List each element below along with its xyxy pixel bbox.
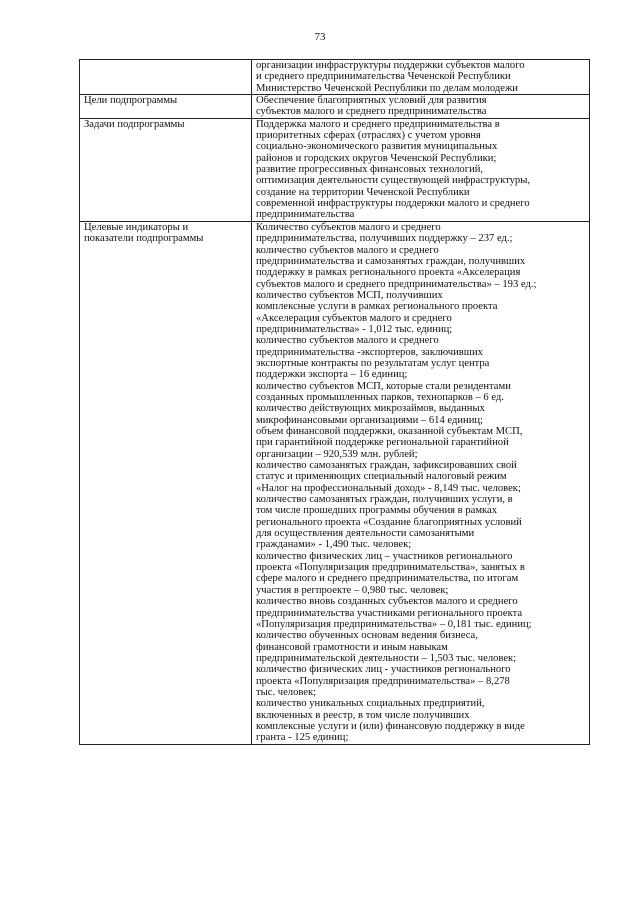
row-value-line: гражданами» - 1,490 тыс. человек;: [256, 539, 412, 551]
row-value-line: количество субъектов малого и среднего: [256, 335, 439, 347]
row-value-line: Количество субъектов малого и среднего: [256, 221, 441, 233]
table-row: [80, 60, 590, 95]
row-value-cell: [252, 60, 590, 95]
row-value-line: комплексные услуги и (или) финансовую поддержку в виде: [256, 720, 525, 732]
row-value-line: предпринимательства» - 1,012 тыс. единиц;: [256, 323, 453, 335]
row-value-line: «Налог на профессиональный доход» - 8,149 тыс. человек;: [256, 482, 521, 494]
row-value-line: количество вновь созданных субъектов малого и среднего: [256, 596, 518, 608]
table-row: [80, 95, 590, 119]
row-value-line: количество субъектов МСП, получивших: [256, 289, 443, 301]
row-value-line: количество самозанятых граждан, зафиксировавших свой: [256, 460, 517, 472]
row-value-line: количество субъектов малого и среднего: [256, 244, 439, 256]
row-value-line: регионального проекта «Создание благоприятных условий: [256, 516, 522, 528]
row-value-line: предпринимательства участниками регионального проекта: [256, 607, 523, 619]
row-label-line: показатели подпрограммы: [84, 233, 204, 245]
row-value-line: социально-экономического развития муниципальных: [256, 141, 498, 153]
row-value-line: «Акселерация субъектов малого и среднего: [256, 312, 452, 324]
row-value-line: количество обученных основам ведения бизнеса,: [256, 630, 478, 642]
row-value-line: «Популяризация предпринимательства» – 0,181 тыс. единиц;: [256, 618, 532, 630]
row-value-line: предпринимательства и самозанятых граждан, получивших: [256, 255, 526, 267]
row-value-line: объем финансовой поддержки, оказанной субъектам МСП,: [256, 426, 523, 437]
row-label-cell: [80, 221, 252, 744]
row-value-line: количество физических лиц – участников регионального: [256, 550, 513, 562]
row-value-line: гранта - 125 единиц;: [256, 732, 349, 744]
row-value-line: и среднего предпринимательства Чеченской Республики: [256, 71, 511, 83]
row-label-cell: [80, 95, 252, 119]
row-value-line: предпринимательства -экспортеров, заключивших: [256, 346, 483, 358]
table-row: [80, 221, 590, 744]
row-value-line: создание на территории Чеченской Республики: [256, 186, 470, 198]
row-value-line: включенных в реестр, в том числе получивших: [256, 709, 470, 721]
row-value-line: финансовой грамотности и иным навыкам: [256, 641, 448, 653]
row-value-line: проекта «Популяризация предпринимательства», занятых в: [256, 562, 525, 574]
row-value-line: предпринимательской деятельности – 1,503 тыс. человек;: [256, 652, 517, 664]
row-value-line: поддержку в рамках регионального проекта «Акселерация: [256, 267, 521, 279]
row-value-line: субъектов малого и среднего предпринимательства» – 193 ед.;: [256, 278, 537, 290]
table-row: [80, 118, 590, 221]
row-label-cell: [80, 118, 252, 221]
row-value-cell: [252, 221, 590, 744]
row-value-line: приоритетных сферах (отраслях) с учетом уровня: [256, 130, 481, 142]
row-value-line: созданных промышленных парков, технопарков – 6 ед.: [256, 391, 504, 403]
row-value-line: предпринимательства: [256, 209, 355, 221]
row-label-cell: [80, 60, 252, 95]
row-value-cell: [252, 118, 590, 221]
row-value-line: количество уникальных социальных предприятий,: [256, 698, 485, 710]
subprogram-passport-table: [79, 59, 590, 745]
row-label-line: Целевые индикаторы и: [84, 221, 189, 233]
row-value-line: проекта «Популяризация предпринимательства» – 8,278: [256, 675, 510, 687]
row-value-line: сфере малого и среднего предпринимательства, по итогам: [256, 573, 519, 585]
row-value-line: количество самозанятых граждан, получивших услуги, в: [256, 494, 513, 506]
row-value-line: при гарантийной поддержке региональной гарантийной: [256, 437, 509, 449]
row-value-line: тыс. человек;: [256, 686, 317, 698]
row-value-line: количество действующих микрозаймов, выданных: [256, 403, 485, 415]
row-value-line: участия в регпроекте – 0,980 тыс. человек;: [256, 584, 449, 596]
row-value-cell: [252, 95, 590, 119]
row-value-line: Поддержка малого и среднего предпринимательства в: [256, 118, 500, 130]
row-label-line: Задачи подпрограммы: [84, 118, 185, 130]
row-value-line: субъектов малого и среднего предпринимательства: [256, 106, 487, 118]
row-value-line: количество субъектов МСП, которые стали резидентами: [256, 380, 511, 392]
row-value-line: поддержки экспорта – 16 единиц;: [256, 369, 408, 381]
row-value-line: районов и городских округов Чеченской Республики;: [256, 152, 497, 164]
row-value-line: Министерство Чеченской Республики по делам молодежи: [256, 82, 518, 94]
row-value-line: развитие прогрессивных финансовых технологий,: [256, 164, 484, 176]
row-value-line: предпринимательства, получивших поддержку – 237 ед.;: [256, 233, 513, 245]
row-value-line: том числе прошедших программы обучения в рамках: [256, 505, 498, 517]
row-label-line: Цели подпрограммы: [84, 95, 178, 107]
row-value-line: оптимизация деятельности существующей инфраструктуры,: [256, 175, 530, 187]
row-value-line: организации – 920,539 млн. рублей;: [256, 448, 418, 460]
row-value-line: количество физических лиц - участников регионального: [256, 664, 511, 676]
row-value-line: для осуществления деятельности самозанятыми: [256, 528, 475, 540]
row-value-line: статус и применяющих специальный налоговый режим: [256, 471, 507, 483]
row-value-line: экспортные контракты по результатам услуг центра: [256, 357, 490, 369]
row-value-line: микрофинансовыми организациями – 614 единиц;: [256, 414, 483, 426]
row-value-line: организации инфраструктуры поддержки субъектов малого: [256, 60, 525, 71]
row-value-line: Обеспечение благоприятных условий для развития: [256, 95, 487, 107]
row-value-line: современной инфраструктуры поддержки малого и среднего: [256, 198, 530, 210]
row-value-line: комплексные услуги в рамках регионального проекта: [256, 301, 498, 313]
page-number: 73: [314, 31, 326, 43]
